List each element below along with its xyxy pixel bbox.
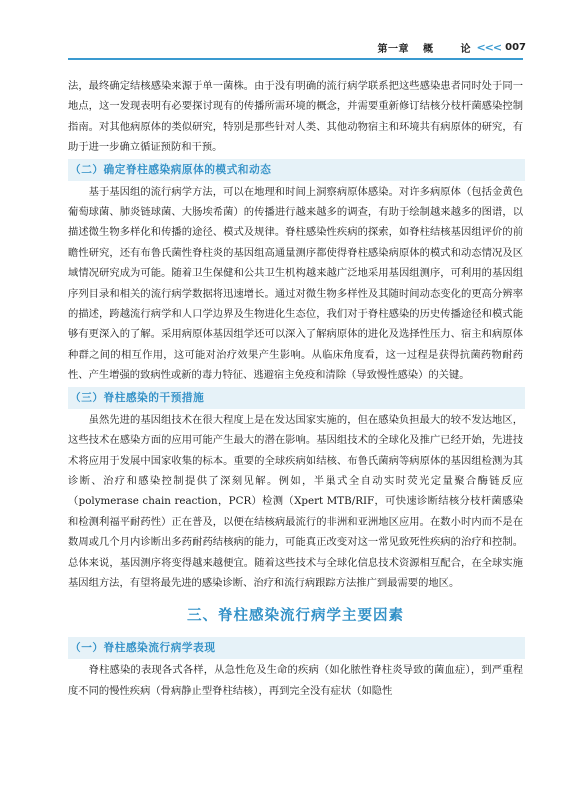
section-heading: 三、脊柱感染流行病学主要因素 xyxy=(187,607,404,625)
subheading-2: （二）确定脊柱感染病原体的模式和动态 xyxy=(68,159,525,181)
header-text xyxy=(377,40,526,55)
section-label: 概 论 xyxy=(422,44,483,55)
page-body xyxy=(68,76,523,701)
header-rule xyxy=(68,58,523,60)
paragraph-manifestations: 脊柱感染的表现各式各样，从急性危及生命的疾病（如化脓性脊柱炎导致的菌血症），到严重程度不同的慢性疾病（骨病静止型脊柱结核），再到完全没有症状（如隐性 xyxy=(68,664,523,697)
subheading-3: （三）脊柱感染的干预措施 xyxy=(68,387,525,409)
page-number: 007 xyxy=(505,42,526,53)
subheading-1: （一）脊柱感染流行病学表现 xyxy=(68,637,525,659)
paragraph-pathogen-patterns: 基于基因组的流行病学方法，可以在地理和时间上洞察病原体感染。对许多病原体（包括金黄色葡萄球菌、肺炎链球菌、大肠埃希菌）的传播进行越来越多的调查，有助于绘制越来越多的图谱，以描述微生物多样化和传播的途径、模式及规律。脊柱感染性疾病的探索，如脊柱结核基因组评价的前瞻性研究，还有布鲁氏菌性脊柱炎的基因组高通量测序都使得脊柱感染病原体的模式和动态情况及区域情况研究成为可能。随着卫生保健和公共卫生机构越来越广泛地采用基因组测序，可利用的基因组序列目录和相关的流行病学数据将迅速增长。通过对微生物多样性及其随时间动态变化的更高分辨率的描述，跨越流行病学和人口学边界及生物进化生态位，我们对于脊柱感染的历史传播途径和模式能够有更深入的了解。采用病原体基因组学还可以深入了解病原体的进化及选择性压力、宿主和病原体种群之间的相互作用，这可能对治疗效果产生影响。从临床角度看，这一过程是获得抗菌药物耐药性、产生增强的致病性或新的毒力特征、逃避宿主免疫和清除（导致慢性感染）的关键。 xyxy=(68,185,523,382)
running-header xyxy=(0,38,578,56)
chevron-left-icon: <<< xyxy=(476,41,502,54)
paragraph-continuation: 法，最终确定结核感染来源于单一菌株。由于没有明确的流行病学联系把这些感染患者同时处于同一地点，这一发现表明有必要探讨现有的传播所需环境的概念，并需要重新修订结核分枝杆菌感染控制指南。对其他病原体的类似研究，特别是那些针对人类、其他动物宿主和环境共有病原体的研究，有助于进一步确立循证预防和干预。 xyxy=(68,80,523,154)
chapter-label: 第一章 xyxy=(377,44,409,55)
paragraph-interventions: 虽然先进的基因组技术在很大程度上是在发达国家实施的，但在感染负担最大的较不发达地区，这些技术在感染方面的应用可能产生最大的潜在影响。基因组技术的全球化及推广已经开始，先进技术将应用于发展中国家收集的标本。重要的全球疾病如结核、布鲁氏菌病等病原体的基因组检测为其诊断、治疗和感染控制提供了深刻见解。例如，半巢式全自动实时荧光定量聚合酶链反应（polymerase chain reaction，PCR）检测（Xpert MTB/RIF，可快速诊断结核分枝杆菌感染和检测利福平耐药性）正在普及，以便在结核病最流行的非洲和亚洲地区应用。在数小时内而不是在数周或几个月内诊断出多药耐药结核病的能力，可能真正改变对这一常见致死性疾病的治疗和控制。总体来说，基因测序将变得越来越便宜。随着这些技术与全球化信息技术资源相互配合，在全球实施基因组方法，有望将最先进的感染诊断、治疗和流行病跟踪方法推广到最需要的地区。 xyxy=(68,413,523,589)
